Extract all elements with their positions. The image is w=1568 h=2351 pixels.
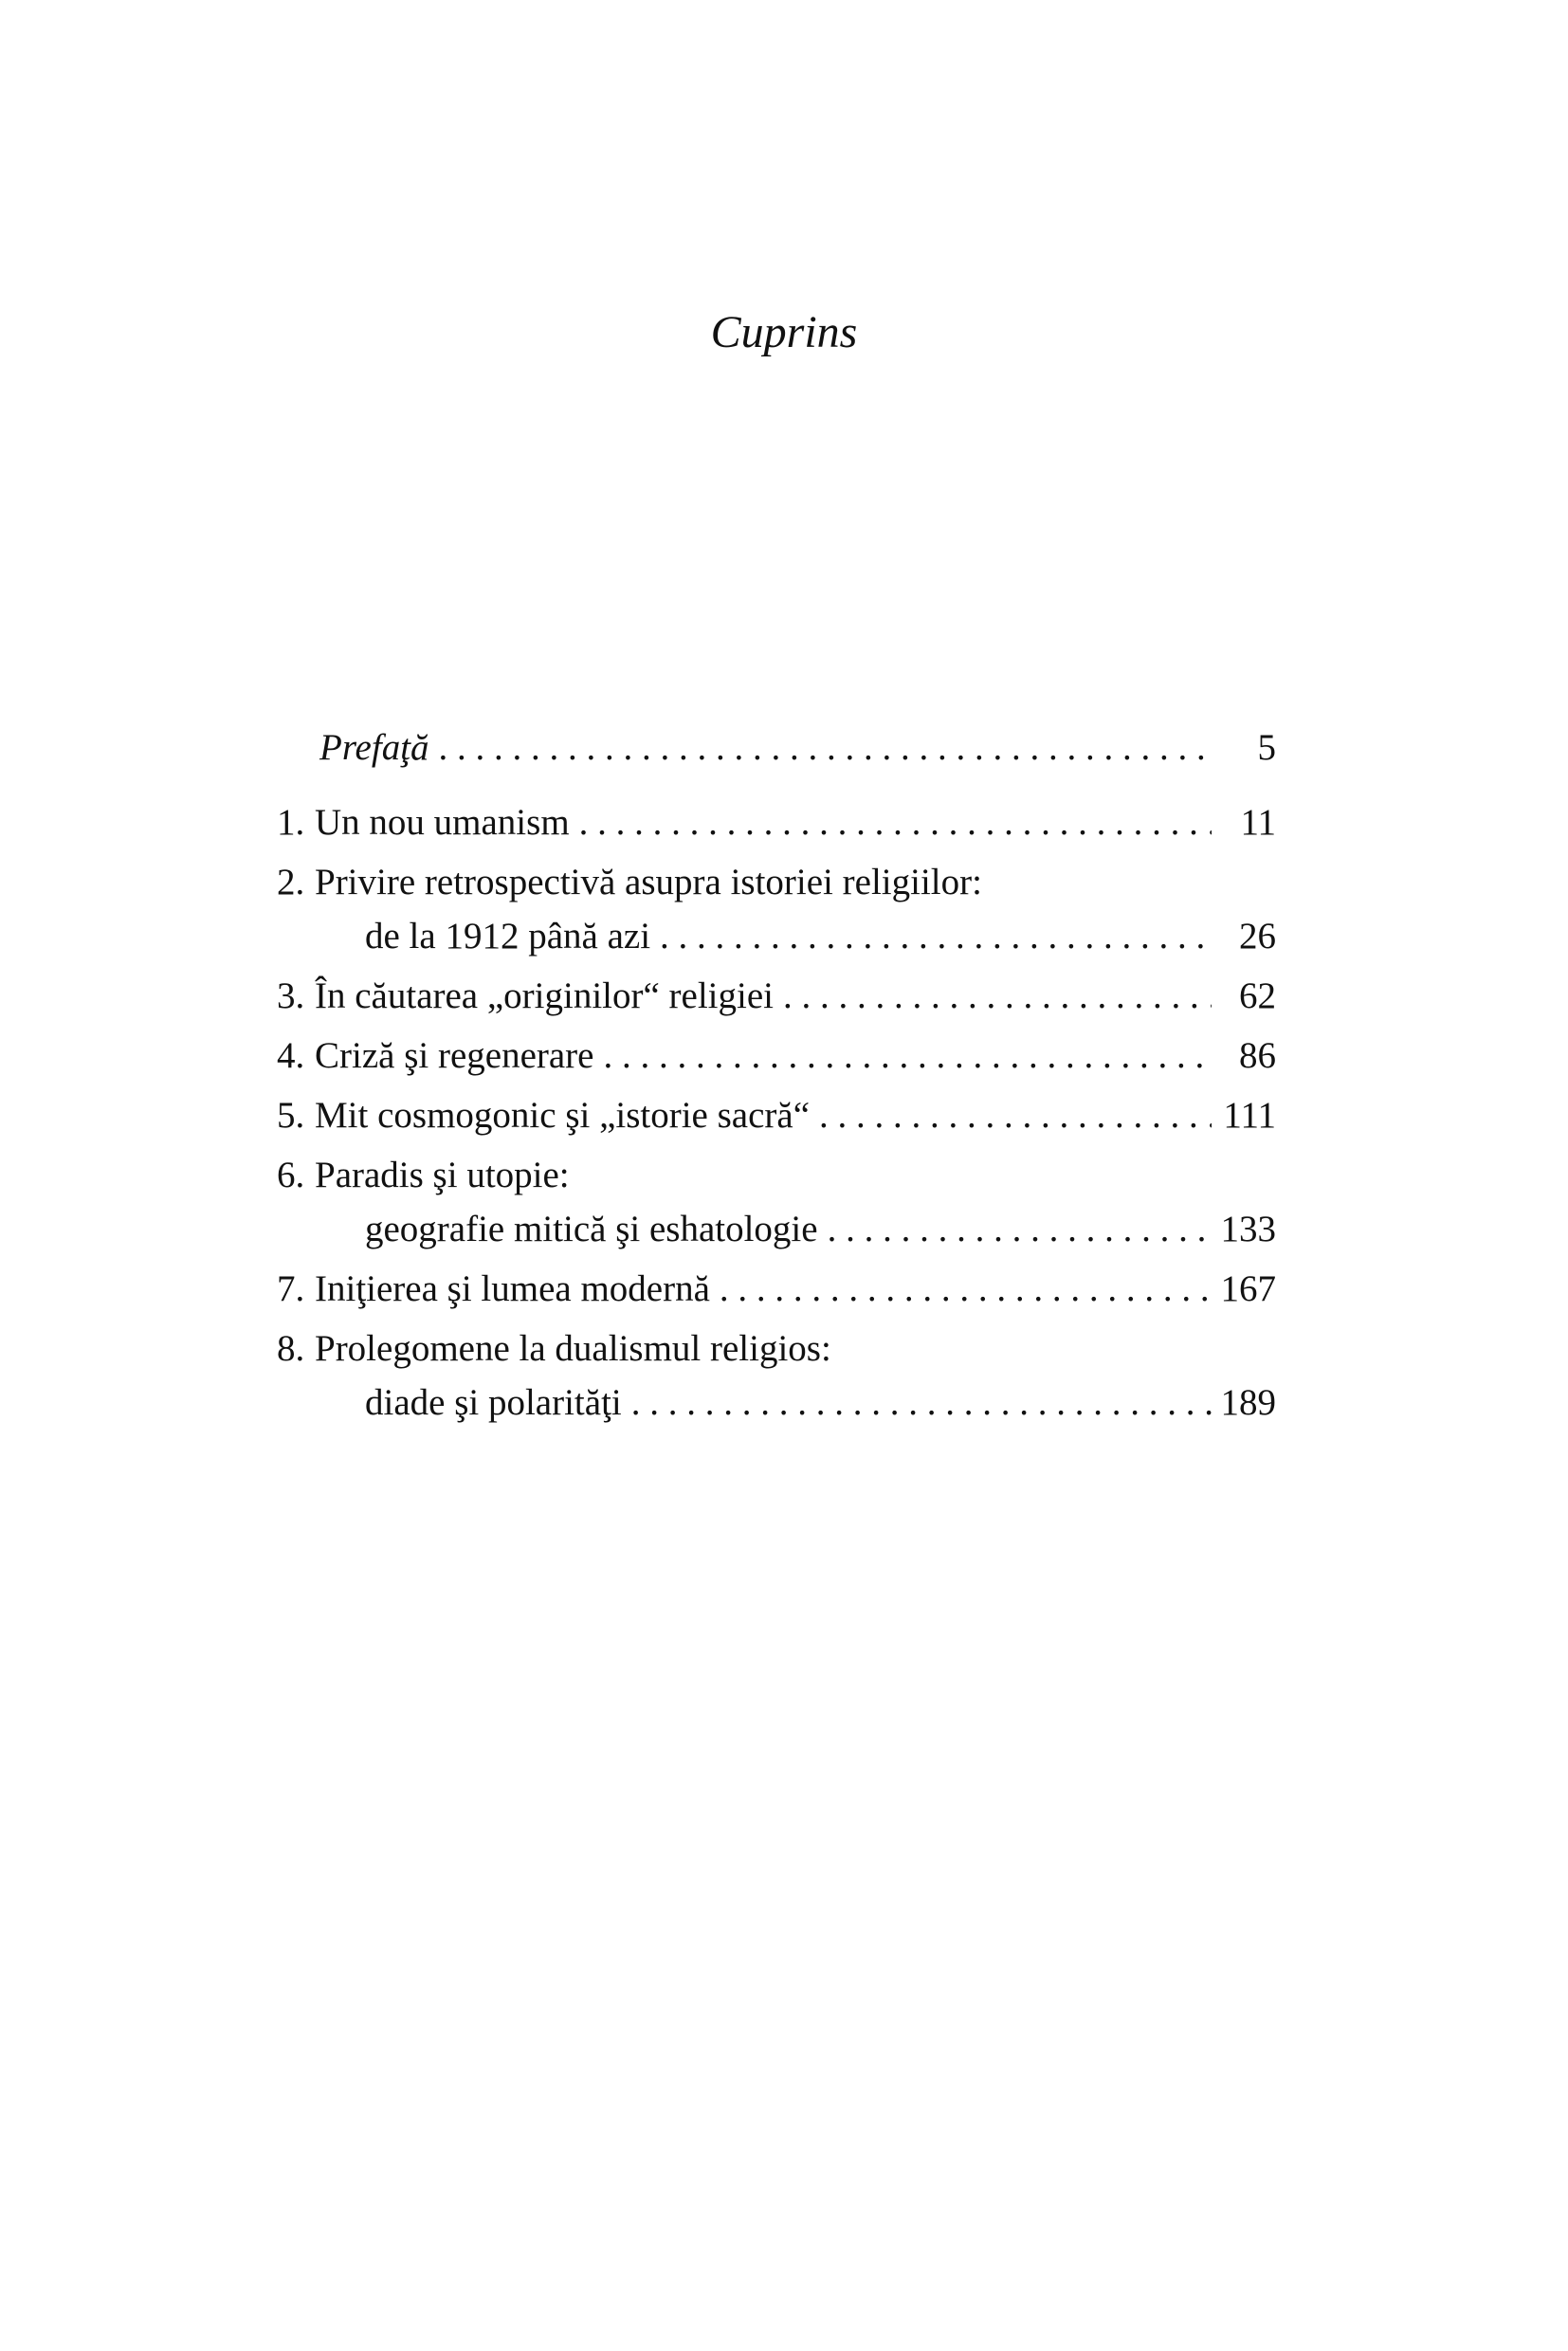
toc-line xyxy=(277,1262,1276,1316)
dot-leader xyxy=(828,1202,1212,1256)
toc-line xyxy=(277,855,1276,909)
toc-line xyxy=(277,795,1276,849)
toc-entry-preface[interactable] xyxy=(277,720,1276,775)
toc-entry-number: 2. xyxy=(277,862,305,902)
dot-leader xyxy=(819,1088,1212,1142)
dot-leader xyxy=(439,720,1212,775)
toc-line xyxy=(277,1029,1276,1083)
toc-line xyxy=(277,1088,1276,1142)
toc-entry-number: 5. xyxy=(277,1095,305,1136)
toc-entry-subtitle: geografie mitică şi eshatologie xyxy=(365,1209,818,1249)
toc-entry-subtitle: diade şi polarităţi xyxy=(365,1382,622,1423)
toc-entry-8[interactable] xyxy=(277,1321,1276,1430)
toc-entry-title: În căutarea „originilor“ religiei xyxy=(315,975,774,1016)
toc-entry-7[interactable] xyxy=(277,1262,1276,1316)
toc-line xyxy=(277,1321,1276,1376)
toc-entry-2[interactable] xyxy=(277,855,1276,963)
toc-line xyxy=(277,1202,1276,1256)
toc-entry-3[interactable] xyxy=(277,969,1276,1023)
toc-page-number: 26 xyxy=(1239,916,1276,957)
toc-page-number: 189 xyxy=(1220,1382,1276,1423)
toc-page-number: 62 xyxy=(1239,975,1276,1016)
toc-entry-title: Criză şi regenerare xyxy=(315,1035,594,1076)
toc-page-number: 11 xyxy=(1240,802,1276,843)
toc-entry-number: 1. xyxy=(277,802,305,843)
toc-entry-5[interactable] xyxy=(277,1088,1276,1142)
toc-entry-title: Iniţierea şi lumea modernă xyxy=(315,1268,710,1309)
toc-line xyxy=(277,720,1276,775)
toc-line xyxy=(277,1376,1276,1430)
dot-leader xyxy=(720,1262,1212,1316)
toc-entry-number: 6. xyxy=(277,1155,305,1195)
toc-page-number: 111 xyxy=(1223,1095,1276,1136)
toc-page-number: 133 xyxy=(1220,1209,1276,1249)
toc-entry-title: Privire retrospectivă asupra istoriei religiilor: xyxy=(315,862,982,902)
toc-page-number: 167 xyxy=(1220,1268,1276,1309)
toc-entry-title: Mit cosmogonic şi „istorie sacră“ xyxy=(315,1095,811,1136)
toc-entry-title: Un nou umanism xyxy=(315,802,570,843)
toc-line xyxy=(277,1148,1276,1202)
toc-entry-4[interactable] xyxy=(277,1029,1276,1083)
dot-leader xyxy=(783,969,1212,1023)
toc-entry-title: Prefaţă xyxy=(319,727,429,768)
page-title: Cuprins xyxy=(710,307,858,357)
dot-leader xyxy=(631,1376,1212,1430)
toc-entry-1[interactable] xyxy=(277,795,1276,849)
toc-entry-number: 4. xyxy=(277,1035,305,1076)
toc-line xyxy=(277,969,1276,1023)
toc-entry-subtitle: de la 1912 până azi xyxy=(365,916,651,957)
dot-leader xyxy=(603,1029,1212,1083)
toc-entry-title: Paradis şi utopie: xyxy=(315,1155,570,1195)
toc-entry-number: 3. xyxy=(277,975,305,1016)
toc-line xyxy=(277,909,1276,963)
toc-entry-title: Prolegomene la dualismul religios: xyxy=(315,1328,831,1369)
toc-entry-number: 7. xyxy=(277,1268,305,1309)
toc-page-number: 5 xyxy=(1257,727,1276,768)
toc-entry-6[interactable] xyxy=(277,1148,1276,1256)
table-of-contents xyxy=(277,720,1276,1430)
toc-page-number: 86 xyxy=(1239,1035,1276,1076)
dot-leader xyxy=(579,795,1212,849)
toc-entry-number: 8. xyxy=(277,1328,305,1369)
dot-leader xyxy=(660,909,1212,963)
